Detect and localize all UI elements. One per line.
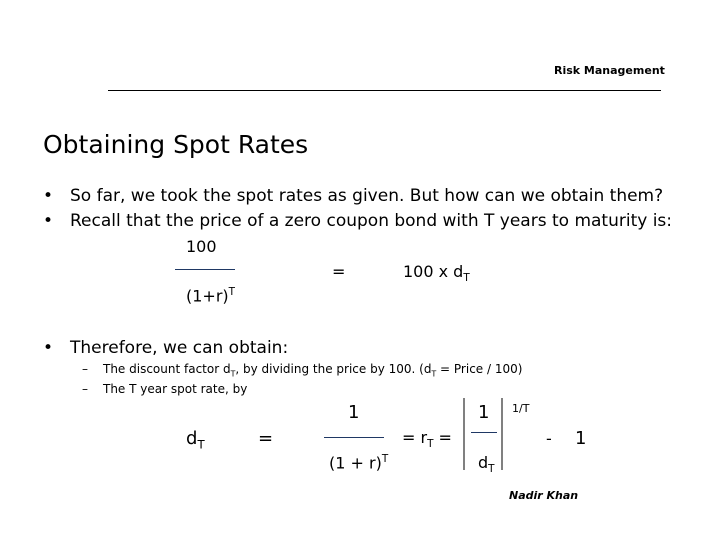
- formula1-den-exp: T: [228, 286, 236, 298]
- formula1-numerator: 100: [186, 237, 217, 256]
- formula2-rt-post: =: [433, 428, 452, 447]
- formula2-inner-den-sub: T: [488, 463, 495, 476]
- subbullet-marker-1: –: [82, 362, 88, 376]
- bullet-marker-2: •: [43, 211, 54, 231]
- formula2-lhs-sub: T: [197, 437, 205, 452]
- formula2-rt-sub: T: [427, 438, 434, 451]
- formula2-den-exp: T: [381, 453, 389, 465]
- formula2-rt-pre: = r: [402, 428, 428, 447]
- formula1-rhs-sub: T: [463, 272, 470, 285]
- subbullet-text-2: The T year spot rate, by: [103, 382, 248, 396]
- formula2-inner-numerator: 1: [478, 402, 490, 423]
- formula2-equals: =: [258, 428, 274, 449]
- subbullet-marker-2: –: [82, 382, 88, 396]
- bullet-text-2: Recall that the price of a zero coupon bond with T years to maturity is:: [70, 211, 673, 231]
- formula2-den-base: (1 + r): [329, 453, 382, 473]
- bullet-text-3: Therefore, we can obtain:: [70, 338, 289, 358]
- formula2-inner-fraction-bar: [471, 432, 497, 433]
- formula2-numerator: 1: [348, 402, 360, 423]
- formula2-one: 1: [575, 428, 587, 449]
- formula1-equals: =: [332, 262, 346, 281]
- subbullet-1-pre: The discount factor d: [103, 362, 231, 376]
- subbullet-1-mid: , by dividing the price by 100. (d: [235, 362, 432, 376]
- formula2-minus: -: [546, 429, 552, 448]
- bullet-text-1: So far, we took the spot rates as given. But how can we obtain them?: [70, 186, 664, 206]
- formula2-inner-denominator: [478, 453, 495, 475]
- subbullet-1-sub1: T: [230, 369, 236, 379]
- formula2-inner-den-base: d: [478, 453, 489, 472]
- page-title: Obtaining Spot Rates: [43, 130, 309, 159]
- formula1-den-base: (1+r): [186, 286, 229, 306]
- bullet-marker-3: •: [43, 338, 54, 358]
- header-label: Risk Management: [554, 64, 665, 77]
- subbullet-1-sub2: T: [431, 369, 437, 379]
- formula2-lhs-base: d: [186, 428, 198, 449]
- bullet-marker-1: •: [43, 186, 54, 206]
- subbullet-1-post: = Price / 100): [436, 362, 523, 376]
- formula1-rhs-base: 100 x d: [403, 262, 464, 281]
- footer-author: Nadir Khan: [509, 489, 579, 502]
- formula2-power: 1/T: [512, 402, 530, 415]
